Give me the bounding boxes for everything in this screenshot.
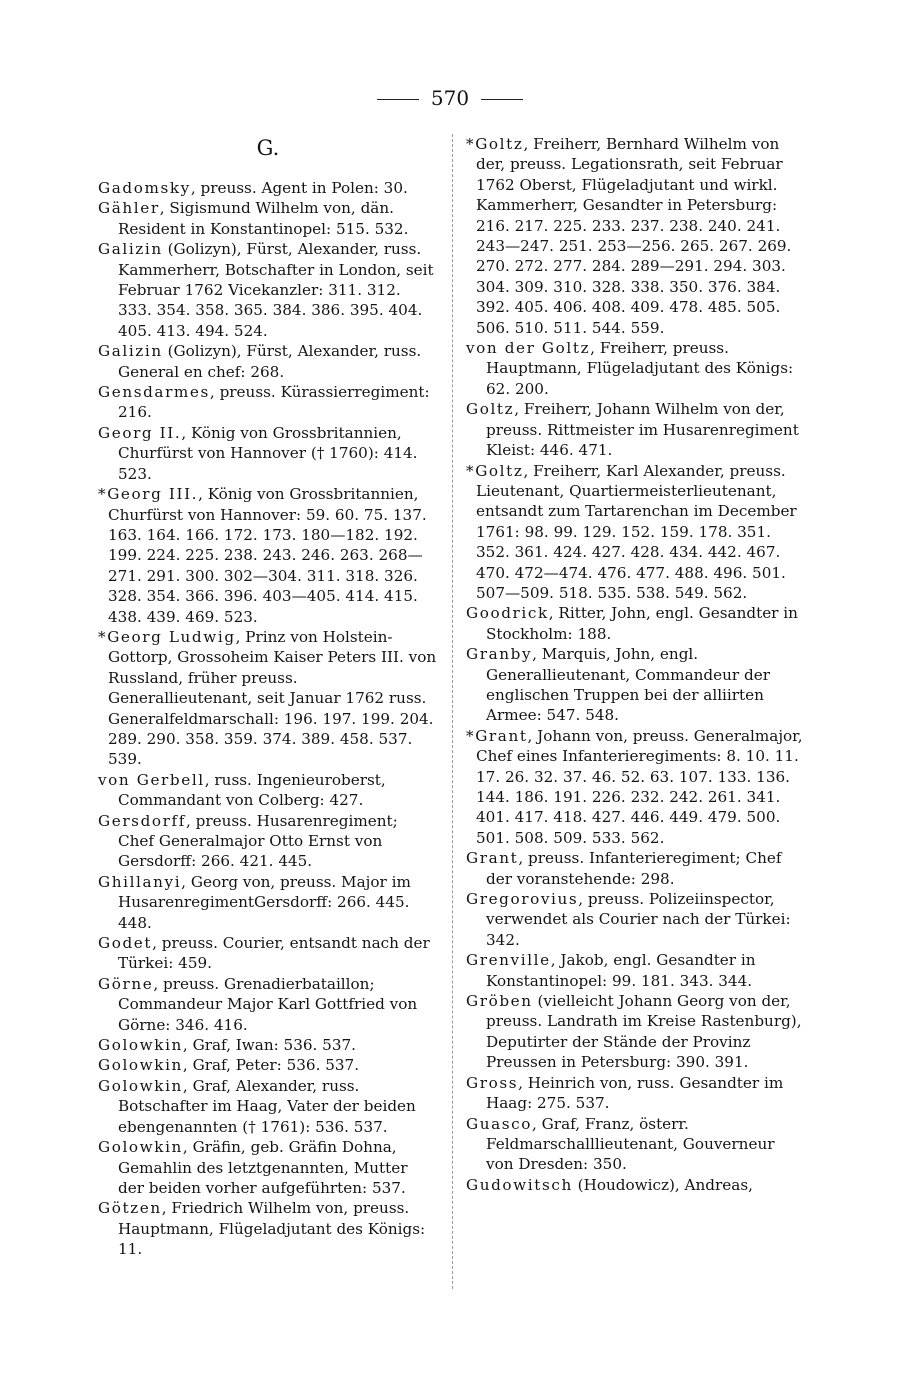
entry-text: , Graf, Franz, österr. Feldmarschalllieutenant, Gouverneur von Dresden: 350. bbox=[486, 1114, 775, 1174]
entry-name: Gähler bbox=[98, 199, 160, 218]
entry-text: , Marquis, John, engl. Generallieutenant, Commandeur der englischen Truppen bei der alliirten Armee: 547. 548. bbox=[486, 645, 770, 725]
entry-text: , preuss. Grenadierbataillon; Commandeur Major Karl Gottfried von Görne: 346. 416. bbox=[118, 974, 418, 1034]
index-entry bbox=[98, 933, 438, 974]
entry-name: Goltz bbox=[466, 400, 515, 419]
index-entry bbox=[466, 644, 804, 726]
entry-text: (vielleicht Johann Georg von der, preuss. Landrath im Kreise Rastenburg), Deputirter der Stände der Provinz Preussen in Petersburg: 390. 391. bbox=[486, 992, 802, 1072]
entry-text: , russ. Ingenieuroberst, Commandant von Colberg: 427. bbox=[118, 770, 386, 810]
entry-name: Gersdorff bbox=[98, 811, 186, 830]
entry-name: Gregorovius bbox=[466, 890, 579, 909]
entry-text: , Georg von, preuss. Major im HusarenregimentGersdorff: 266. 445. 448. bbox=[118, 872, 411, 932]
entry-name: Goodrick bbox=[466, 604, 549, 623]
entry-text: , Graf, Peter: 536. 537. bbox=[182, 1056, 360, 1075]
page-number bbox=[0, 86, 900, 110]
index-entry bbox=[98, 811, 438, 872]
index-entry bbox=[98, 178, 438, 198]
page-number-text: 570 bbox=[430, 86, 470, 110]
entry-text: , Graf, Iwan: 536. 537. bbox=[182, 1036, 356, 1055]
entry-name: von Gerbell bbox=[98, 770, 205, 789]
entry-name: *Georg Ludwig bbox=[98, 627, 236, 646]
entry-name: Golowkin bbox=[98, 1138, 183, 1157]
entry-name: Görne bbox=[98, 974, 154, 993]
index-entry bbox=[98, 423, 438, 484]
index-entry bbox=[466, 1073, 804, 1114]
entry-name: Gröben bbox=[466, 992, 533, 1011]
entry-text: , preuss. Agent in Polen: 30. bbox=[190, 179, 408, 197]
index-entry bbox=[98, 341, 438, 382]
entry-text: , Jakob, engl. Gesandter in Konstantinopel: 99. 181. 343. 344. bbox=[486, 951, 756, 990]
index-entry bbox=[98, 1076, 438, 1137]
entry-text: , Johann von, preuss. Generalmajor, Chef eines Infanterieregiments: 8. 10. 11. 17. 26. 32. 37. 46. 52. 63. 107. 133. 136. 144. 186. 191. 226. 232. 242. 261. 341. 401. 417. 418. 427. 446. 449. 479. 500. 501. 508. 509. 533. 562. bbox=[476, 726, 803, 847]
index-entry bbox=[98, 239, 438, 341]
entry-text: (Golizyn), Fürst, Alexander, russ. General en chef: 268. bbox=[118, 342, 422, 381]
index-entry bbox=[466, 338, 804, 399]
entry-text: , König von Grossbritannien, Churfürst von Hannover († 1760): 414. 523. bbox=[118, 423, 418, 483]
index-entry bbox=[466, 1114, 804, 1175]
index-entry bbox=[466, 950, 804, 991]
entry-text: , Freiherr, Bernhard Wilhelm von der, preuss. Legationsrath, seit Februar 1762 Oberst, Flügeladjutant und wirkl. Kammerherr, Gesandter in Petersburg: 216. 217. 225. 233. 237. 238. 240. 241. 243—247. 251. 253—256. 265. 267. 269. 270. 272. 277. 284. 289—291. 294. 303. 304. 309. 310. 328. 338. 350. 376. 384. 392. 405. 406. 408. 409. 478. 485. 505. 506. 510. 511. 544. 559. bbox=[476, 135, 792, 337]
index-entry bbox=[98, 198, 438, 239]
index-entry bbox=[456, 134, 804, 338]
entry-name: Grant bbox=[466, 849, 519, 868]
index-entry bbox=[98, 1137, 438, 1198]
entry-name: Galizin bbox=[98, 342, 163, 361]
index-entry bbox=[466, 603, 804, 644]
entry-text: (Houdowicz), Andreas, bbox=[572, 1175, 753, 1194]
index-entry bbox=[98, 1035, 438, 1055]
entry-name: Galizin bbox=[98, 240, 163, 259]
entry-text: , preuss. Polizeiinspector, verwendet als Courier nach der Türkei: 342. bbox=[486, 890, 791, 949]
entry-text: , Sigismund Wilhelm von, dän. Resident in Konstantinopel: 515. 532. bbox=[118, 199, 409, 238]
entry-name: Götzen bbox=[98, 1199, 162, 1218]
entry-name: Golowkin bbox=[98, 1036, 183, 1055]
entry-name: Godet bbox=[98, 934, 153, 953]
entry-text: , Freiherr, Karl Alexander, preuss. Lieutenant, Quartiermeisterlieutenant, entsandt zum Tartarenchan im December 1761: 98. 99. 129. 152. 159. 178. 351. 352. 361. 424. 427. 428. 434. 442. 467. 470. 472—474. 476. 477. 488. 496. 501. 507—509. 518. 535. 538. 549. 562. bbox=[476, 461, 797, 602]
index-entry bbox=[88, 484, 438, 627]
entry-name: *Georg III. bbox=[98, 485, 199, 504]
entry-name: *Goltz bbox=[466, 461, 524, 480]
index-entry bbox=[88, 627, 438, 770]
index-entry bbox=[466, 848, 804, 889]
entry-text: , Freiherr, Johann Wilhelm von der, preuss. Rittmeister im Husarenregiment Kleist: 446. 471. bbox=[486, 400, 799, 460]
index-entry bbox=[466, 1175, 804, 1195]
index-entry bbox=[98, 872, 438, 933]
column-divider bbox=[452, 134, 453, 1289]
entry-name: von der Goltz bbox=[466, 339, 591, 358]
entry-text: , preuss. Husarenregiment; Chef Generalmajor Otto Ernst von Gersdorff: 266. 421. 445. bbox=[118, 811, 398, 871]
entry-name: Gadomsky bbox=[98, 179, 191, 197]
entry-text: , Friedrich Wilhelm von, preuss. Hauptmann, Flügeladjutant des Königs: 11. bbox=[118, 1199, 426, 1259]
right-column bbox=[466, 134, 804, 1195]
entry-name: Golowkin bbox=[98, 1076, 183, 1095]
index-entry bbox=[456, 726, 804, 848]
entry-text: , Prinz von Holstein-Gottorp, Grossoheim Kaiser Peters III. von Russland, früher preuss. Generallieutenant, seit Januar 1762 russ. Generalfeldmarschall: 196. 197. 199. 204. 289. 290. 358. 359. 374. 389. 458. 537. 539. bbox=[108, 627, 437, 769]
index-entry bbox=[466, 991, 804, 1073]
entry-name: Golowkin bbox=[98, 1056, 183, 1075]
index-entry bbox=[466, 399, 804, 460]
entry-name: *Grant bbox=[466, 726, 528, 745]
entry-name: Guasco bbox=[466, 1114, 533, 1133]
entry-name: Ghillanyi bbox=[98, 872, 182, 891]
page-number-rule-right bbox=[481, 99, 523, 100]
entry-text: , Heinrich von, russ. Gesandter im Haag: 275. 537. bbox=[486, 1073, 784, 1113]
index-entry bbox=[98, 1198, 438, 1259]
entry-text: , preuss. Courier, entsandt nach der Türkei: 459. bbox=[118, 934, 430, 973]
entry-name: Grenville bbox=[466, 951, 551, 970]
entry-name: *Goltz bbox=[466, 135, 524, 153]
entry-text: , Ritter, John, engl. Gesandter in Stockholm: 188. bbox=[486, 604, 798, 643]
entry-text: (Golizyn), Fürst, Alexander, russ. Kammerherr, Botschafter in London, seit Februar 1762 Vicekanzler: 311. 312. 333. 354. 358. 365. 384. 386. 395. 404. 405. 413. 494. 524. bbox=[118, 240, 434, 340]
entry-name: Gensdarmes bbox=[98, 383, 210, 402]
page-number-rule-left bbox=[377, 99, 419, 100]
left-column bbox=[98, 134, 438, 1260]
index-entry bbox=[466, 889, 804, 950]
section-letter: G. bbox=[256, 136, 280, 160]
entry-name: Gross bbox=[466, 1073, 519, 1092]
entry-text: , Gräfin, geb. Gräfin Dohna, Gemahlin des letztgenannten, Mutter der beiden vorher aufgeführten: 537. bbox=[118, 1138, 408, 1197]
index-entry bbox=[456, 461, 804, 604]
index-entry bbox=[98, 974, 438, 1035]
entry-name: Georg II. bbox=[98, 423, 182, 442]
entry-name: Gudowitsch bbox=[466, 1175, 573, 1194]
index-entry bbox=[98, 1055, 438, 1075]
entry-text: , preuss. Infanterieregiment; Chef der voranstehende: 298. bbox=[486, 849, 782, 888]
index-entry bbox=[98, 770, 438, 811]
entry-text: , preuss. Kürassierregiment: 216. bbox=[118, 383, 430, 422]
entry-text: , König von Grossbritannien, Churfürst von Hannover: 59. 60. 75. 137. 163. 164. 166. 172. 173. 180—182. 192. 199. 224. 225. 238. 243. 246. 263. 268—271. 291. 300. 302—304. 311. 318. 326. 328. 354. 366. 396. 403—405. 414. 415. 438. 439. 469. 523. bbox=[108, 485, 427, 626]
entry-name: Granby bbox=[466, 645, 533, 664]
entry-text: , Graf, Alexander, russ. Botschafter im Haag, Vater der beiden ebengenannten († 1761): 536. 537. bbox=[118, 1076, 416, 1136]
index-entry bbox=[98, 382, 438, 423]
entry-text: , Freiherr, preuss. Hauptmann, Flügeladjutant des Königs: 62. 200. bbox=[486, 339, 794, 398]
